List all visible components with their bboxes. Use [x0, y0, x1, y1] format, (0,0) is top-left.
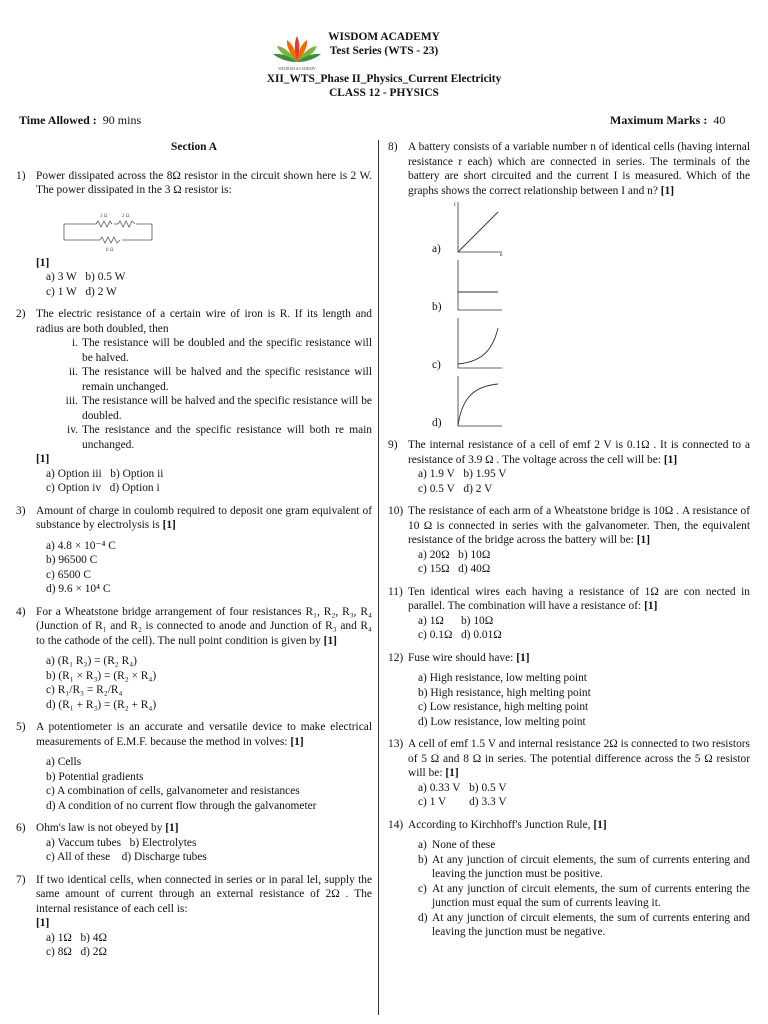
answer-option: Potential gradients — [58, 770, 144, 783]
answer-option: c) — [418, 882, 427, 895]
answer-option: 0.33 V — [429, 781, 461, 794]
answer-option: d) — [418, 715, 428, 728]
answer-option: b) — [418, 686, 428, 699]
question-number: 6) — [16, 822, 26, 834]
answer-option: None of these — [432, 839, 496, 851]
answer-option: a) — [46, 467, 55, 480]
answer-option: d) — [109, 482, 120, 494]
marks-badge: [1] — [36, 917, 50, 929]
question-1 — [16, 169, 372, 300]
answer-option: b) — [46, 554, 56, 566]
marks-badge: [1] — [516, 651, 530, 664]
answer-option: 8Ω — [57, 946, 72, 958]
marks-badge: [1] — [593, 818, 607, 831]
paper-subtitle: XII_WTS_Phase II_Physics_Current Electricity — [266, 73, 502, 85]
statement-item: ii. — [68, 366, 78, 378]
answer-option: d) — [458, 563, 468, 575]
answer-option: Low resistance, low melting point — [430, 715, 586, 728]
question-2 — [16, 307, 372, 496]
academy-name: WISDOM ACADEMY — [328, 31, 440, 43]
answer-option: c) — [46, 785, 55, 797]
answer-option: 2 W — [97, 285, 117, 298]
answer-option: 9.6 × 10⁴ C — [58, 583, 111, 595]
answer-option: 20Ω — [429, 548, 450, 561]
text-label: The internal resistance of a cell of emf 2 V is 0.1Ω . It is connected to a resistance of 3.9 Ω . The voltage across the cell will be: — [408, 439, 750, 466]
answer-option: At any junction of circuit elements, the sum of currents entering and leaving the junction must be negative. — [432, 911, 750, 938]
question-11 — [388, 585, 750, 643]
answer-option: Low resistance, high melting point — [429, 701, 589, 713]
answer-option: c) — [46, 684, 55, 696]
answer-option: 3 W — [57, 271, 77, 283]
answer-option: 6500 C — [57, 568, 91, 581]
text-label: a) — [432, 242, 441, 255]
text-label: Ohm's law is not obeyed by — [36, 822, 163, 834]
question-text: Power dissipated across the 8Ω resistor in the circuit shown here is 2 W. The power dissipated in the 3 Ω resistor is: — [36, 169, 372, 196]
graph-option-d — [432, 372, 750, 430]
answer-option: b) — [469, 781, 479, 794]
question-3 — [16, 504, 372, 597]
statement-item: i. — [71, 337, 78, 349]
question-8 — [388, 140, 750, 430]
answer-option: c) — [418, 701, 427, 713]
maximum-marks — [610, 113, 725, 128]
answer-option: a) — [418, 468, 427, 480]
answer-option: At any junction of circuit elements, the sum of currents entering the junction must equal the sum of currents leaving it. — [432, 882, 750, 909]
answer-option: c) — [418, 629, 427, 641]
text-label: A cell of emf 1.5 V and internal resistance 2Ω is connected to two resistors of 5 Ω and 8 Ω in series. The potential difference across the 5 Ω resistor will be: — [408, 738, 750, 779]
question-number: 14) — [388, 818, 404, 831]
question-4 — [16, 605, 372, 713]
text-label: 3 Ω — [100, 213, 108, 219]
answer-option: b) — [460, 614, 471, 627]
marks-badge: 40 — [713, 113, 726, 127]
answer-option: Electrolytes — [142, 836, 197, 849]
answer-option: 0.5 W — [97, 271, 126, 283]
answer-option: Option iii — [57, 467, 102, 480]
answer-option: b) — [129, 836, 140, 849]
text-label: Amount of charge in coulomb required to deposit one gram equivalent of substance by electrolysis is — [36, 504, 372, 531]
academy-logo — [270, 34, 324, 72]
answer-option: 3.3 V — [481, 796, 507, 808]
marks-badge: [1] — [644, 600, 658, 612]
answer-option: Vaccum tubes — [57, 836, 122, 849]
answer-option: d) — [46, 799, 56, 812]
question-number: 5) — [16, 721, 26, 733]
answer-option: Option i — [121, 482, 160, 494]
answer-option: Option iv — [57, 482, 102, 494]
answer-option: d) — [46, 583, 56, 595]
question-12 — [388, 651, 750, 730]
answer-option: c) — [46, 851, 55, 863]
answer-option: 4.8 × 10⁻⁴ C — [57, 539, 116, 552]
answer-option: b) — [46, 669, 56, 682]
answer-option: 40Ω — [470, 563, 491, 575]
text-label: Time Allowed : — [19, 113, 97, 127]
answer-option: b) — [85, 271, 95, 283]
text-label: A potentiometer is an accurate and versatile device to make electrical measurements of E.M.F. because the method in volves: — [36, 721, 372, 748]
answer-option: d) — [85, 285, 95, 298]
question-number: 10) — [388, 505, 404, 517]
question-number: 4) — [16, 605, 26, 618]
answer-option: A combination of cells, galvanometer and resistances — [57, 785, 300, 797]
answer-option: (R₁ + R₃) = (R₂ + R₄) — [58, 698, 157, 711]
answer-option: 2Ω — [92, 946, 107, 958]
question-number: 7) — [16, 873, 26, 886]
answer-option: 10Ω — [473, 614, 494, 627]
answer-option: c) — [46, 946, 55, 958]
answer-option: 1 W — [57, 285, 77, 298]
answer-option: Option ii — [122, 467, 164, 480]
question-number: 12) — [388, 651, 404, 664]
answer-option: 10Ω — [470, 548, 491, 561]
answer-option: c) — [46, 285, 55, 298]
answer-option: Discharge tubes — [133, 851, 207, 863]
graph-option-a — [432, 198, 750, 256]
answer-option: a) — [46, 271, 55, 283]
answer-option: High resistance, high melting point — [430, 686, 591, 699]
answer-option: d) — [460, 629, 471, 641]
answer-option: a) — [418, 781, 427, 794]
marks-badge: [1] — [323, 634, 337, 647]
text-label: I — [454, 203, 456, 208]
statement-item: iv. — [67, 424, 78, 436]
answer-option: a) — [418, 672, 427, 684]
section-title: Section A — [171, 141, 217, 153]
text-label: Fuse wire should have: — [408, 651, 514, 664]
answer-option: 4Ω — [92, 931, 107, 944]
test-series: Test Series (WTS - 23) — [329, 45, 439, 57]
question-number: 11) — [388, 585, 403, 598]
text-label: 2 Ω — [122, 213, 130, 219]
marks-badge: [1] — [663, 453, 678, 466]
graph-option-c — [432, 314, 750, 372]
right-column — [388, 140, 750, 948]
statement-item: The resistance will be halved and the specific resistance will be doubled. — [82, 395, 372, 422]
text-label: WISDOM ACADEMY — [278, 66, 316, 71]
text-label: 8 Ω — [106, 247, 114, 253]
question-9 — [388, 438, 750, 496]
answer-option: d) — [418, 911, 428, 924]
answer-option: At any junction of circuit elements, the sum of currents entering and leaving the junction must be positive. — [432, 853, 750, 880]
answer-option: a) — [46, 931, 55, 944]
question-number: 13) — [388, 738, 404, 750]
class-title: CLASS 12 - PHYSICS — [329, 87, 439, 99]
column-divider — [378, 140, 379, 1015]
answer-option: 15Ω — [429, 563, 450, 575]
answer-option: a) — [46, 756, 55, 768]
marks-badge: [1] — [36, 256, 50, 269]
answer-option: a) — [46, 836, 55, 849]
question-10 — [388, 504, 750, 577]
text-label: If two identical cells, when connected in series or in paral lel, supply the same amount of current through an external resistance of 2Ω . The internal resistance of each cell is: — [36, 873, 372, 915]
left-column — [16, 140, 372, 968]
answer-option: a) — [418, 548, 427, 561]
question-5 — [16, 720, 372, 813]
graph-option-b — [432, 256, 750, 314]
text-label: The resistance of each arm of a Wheatstone bridge is 10Ω . A resistance of 10 Ω is connected in series with the galvanometer. Then, the equivalent resistance of the bridge across the battery will be: — [408, 505, 750, 546]
marks-badge: [1] — [660, 184, 675, 197]
text-label: b) — [432, 300, 442, 313]
question-6 — [16, 821, 372, 865]
answer-option: a) — [418, 839, 427, 851]
statement-item: The resistance will be halved and the specific resistance will remain unchanged. — [82, 366, 372, 393]
time-allowed — [19, 113, 141, 128]
question-number: 9) — [388, 439, 398, 451]
answer-option: c) — [46, 482, 55, 494]
answer-option: a) — [418, 614, 427, 627]
answer-option: A condition of no current flow through the galvanometer — [57, 799, 317, 812]
text-label: According to Kirchhoff's Junction Rule, — [408, 818, 591, 831]
question-13 — [388, 737, 750, 810]
answer-option: c) — [418, 796, 427, 808]
question-14 — [388, 818, 750, 940]
answer-option: (R₁ R₃) = (R₂ R₄) — [57, 655, 137, 667]
question-number: 1) — [16, 169, 26, 182]
answer-option: d) — [469, 796, 479, 808]
text-label: c) — [432, 358, 441, 371]
marks-badge: [1] — [162, 519, 176, 531]
answer-option: c) — [418, 563, 427, 575]
text-label: 90 mins — [102, 113, 142, 127]
question-number: 3) — [16, 504, 26, 517]
text-label: n — [500, 253, 503, 256]
question-number: 8) — [388, 141, 398, 153]
answer-option: 2 V — [475, 482, 493, 495]
question-7 — [16, 873, 372, 960]
answer-option: d) — [46, 698, 56, 711]
circuit-diagram — [56, 204, 166, 254]
answer-option: (R₁ × R₃) = (R₂ × R₄) — [58, 669, 157, 682]
answer-option: c) — [46, 568, 55, 581]
statement-item: The resistance will be doubled and the specific resistance will be halved. — [82, 337, 372, 364]
marks-badge: [1] — [165, 822, 179, 834]
answer-option: 0.5 V — [481, 781, 507, 794]
answer-option: b) — [463, 468, 473, 480]
answer-option: a) — [46, 655, 55, 667]
statement-item: The resistance and the specific resistance will both re main unchanged. — [82, 424, 372, 451]
answer-option: 0.5 V — [429, 482, 455, 495]
answer-option: 1 V — [429, 796, 447, 808]
answer-option: 1.95 V — [475, 468, 507, 480]
answer-option: Cells — [57, 756, 82, 768]
answer-option: High resistance, low melting point — [429, 672, 587, 684]
answer-option: b) — [458, 548, 468, 561]
answer-option: d) — [463, 482, 473, 495]
marks-badge: [1] — [36, 453, 50, 465]
answer-option: R₁/R₃ = R₂/R₄ — [57, 684, 123, 696]
answer-option: All of these — [57, 851, 111, 863]
answer-option: 1.9 V — [429, 468, 455, 480]
answer-option: 1Ω — [429, 614, 444, 627]
marks-badge: [1] — [290, 735, 304, 748]
marks-badge: [1] — [636, 534, 650, 546]
answer-option: c) — [418, 482, 427, 495]
marks-badge: Maximum Marks : — [610, 113, 708, 127]
question-number: 2) — [16, 308, 26, 320]
answer-option: 1Ω — [57, 931, 72, 944]
answer-option: 0.01Ω — [473, 629, 502, 641]
answer-option: 96500 C — [58, 554, 98, 566]
answer-option: a) — [46, 539, 55, 552]
statement-item: iii. — [65, 395, 78, 407]
answer-option: b) — [80, 931, 90, 944]
text-label: A battery consists of a variable number n of identical cells (having internal resistance r each) which are connected in series. The terminals of the battery are short circuited and the current I is measured. Which of the graphs shows the correct relationship between I and n? — [408, 141, 750, 197]
answer-option: 0.1Ω — [429, 629, 453, 641]
text-label: The electric resistance of a certain wire of iron is R. If its length and radius are both doubled, then — [36, 308, 372, 335]
text-label: For a Wheatstone bridge arrangement of four resistances R₁, R₂, R₃, R₄ (Junction of R₁ and R₂ is connected to anode and Junction of R₃ and R₄ to the cathode of the cell). The null point condition is given by — [36, 605, 372, 647]
answer-option: b) — [46, 770, 56, 783]
answer-option: b) — [418, 853, 428, 866]
marks-badge: [1] — [445, 767, 459, 779]
answer-option: d) — [121, 851, 132, 863]
answer-option: b) — [110, 467, 120, 480]
text-label: d) — [432, 416, 442, 429]
text-label: Ten identical wires each having a resistance of 1Ω are con nected in parallel. The combination will have a resistance of: — [408, 585, 750, 612]
answer-option: d) — [80, 946, 90, 958]
